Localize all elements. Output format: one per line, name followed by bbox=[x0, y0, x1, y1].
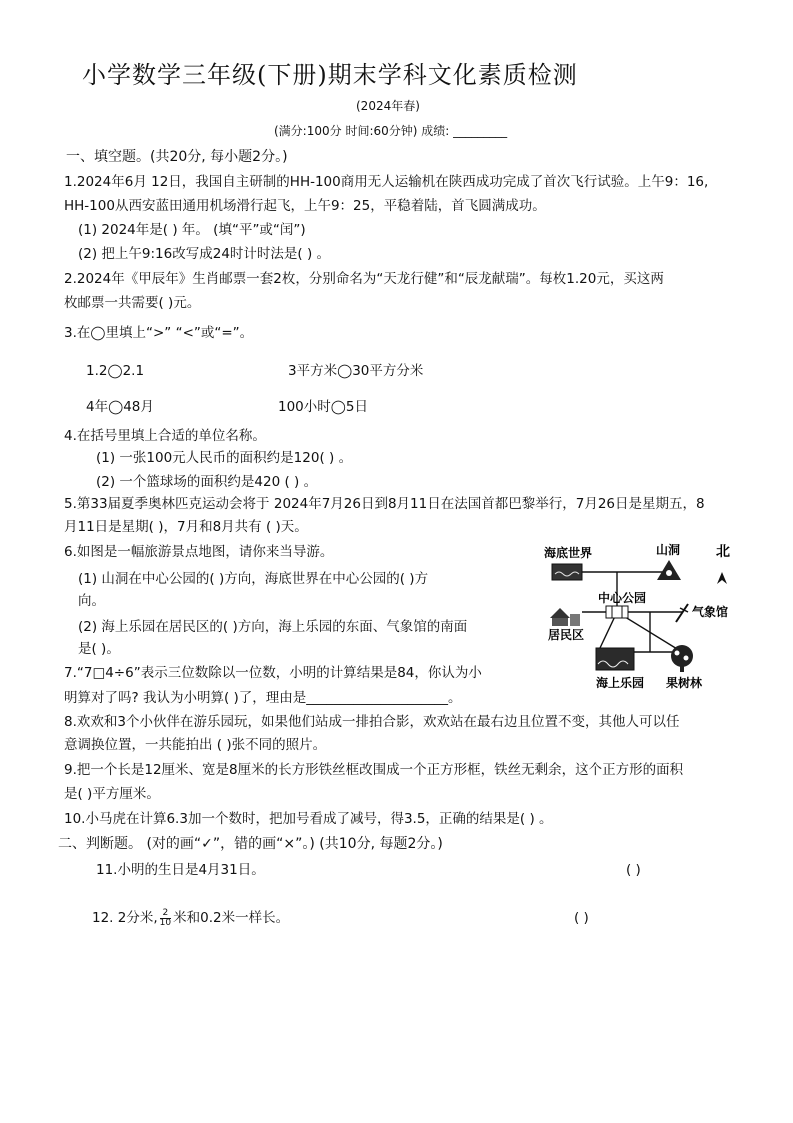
map-label-cave: 山洞 bbox=[656, 543, 681, 557]
q1-part-a: (1) 2024年是( ) 年。 (填“平”或“闰”) bbox=[78, 222, 306, 238]
page-title: 小学数学三年级(下册)期末学科文化素质检测 bbox=[82, 61, 578, 89]
north-arrow-icon bbox=[717, 572, 727, 584]
q7-line1: 7.“7□4÷6”表示三位数除以一位数，小明的计算结果是84，你认为小 bbox=[64, 665, 482, 681]
q9-line1: 9.把一个长是12厘米、宽是8厘米的长方形铁丝框改围成一个正方形框，铁丝无剩余，这个正方形的面积 bbox=[64, 762, 684, 778]
q11-text: 11.小明的生日是4月31日。 bbox=[96, 862, 265, 878]
q6-part-b-line1: (2) 海上乐园在居民区的( )方向，海上乐园的东面、气象馆的南面 bbox=[78, 619, 468, 635]
map-label-orchard: 果树林 bbox=[666, 676, 703, 690]
q4-part-b: (2) 一个篮球场的面积约是420 ( ) 。 bbox=[96, 474, 318, 490]
map-label-ocean: 海底世界 bbox=[544, 546, 593, 560]
q5-line1: 5.第33届夏季奥林匹克运动会将于 2024年7月26日到8月11日在法国首都巴黎举行，7月26日是星期五，8 bbox=[64, 496, 705, 512]
park-icon bbox=[606, 606, 628, 618]
section2-heading: 二、判断题。 (对的画“✓”，错的画“×”。) (共10分, 每题2分。) bbox=[58, 836, 443, 852]
q12-pre: 12. 2分米, bbox=[92, 910, 158, 926]
q6-part-a-line2: 向。 bbox=[78, 593, 105, 609]
q7-line2: 明算对了吗? 我认为小明算( )了，理由是_____________________。 bbox=[64, 690, 462, 706]
q12-fraction-denominator: 10 bbox=[159, 917, 172, 928]
fruit-icon bbox=[675, 651, 680, 656]
fruit-icon-2 bbox=[684, 656, 689, 661]
q12-fraction bbox=[160, 909, 171, 928]
residential-icon bbox=[552, 618, 568, 626]
ocean-world-icon bbox=[552, 564, 582, 580]
q3-item-3: 4年◯48月 bbox=[86, 399, 154, 415]
map-label-north: 北 bbox=[716, 544, 730, 560]
term-label: (2024年春) bbox=[356, 99, 420, 113]
map-label-sea-park: 海上乐园 bbox=[596, 676, 645, 690]
q12-fraction-numerator: 2 bbox=[160, 909, 171, 919]
map-label-residential: 居民区 bbox=[548, 628, 585, 642]
residential-building-icon bbox=[570, 614, 580, 626]
q8-line1: 8.欢欢和3个小伙伴在游乐园玩，如果他们站成一排拍合影，欢欢站在最右边且位置不变，其他人可以任 bbox=[64, 714, 680, 730]
q5-line2: 月11日是星期( )，7月和8月共有 ( )天。 bbox=[64, 519, 308, 535]
q1-line2: HH-100从西安蓝田通用机场滑行起飞，上午9：25，平稳着陆，首飞圆满成功。 bbox=[64, 198, 546, 214]
q12-text bbox=[92, 906, 289, 930]
q8-line2: 意调换位置，一共能拍出 ( )张不同的照片。 bbox=[64, 737, 327, 753]
q10: 10.小马虎在计算6.3加一个数时，把加号看成了减号，得3.5，正确的结果是( ) 。 bbox=[64, 811, 553, 827]
q12-post: 米和0.2米一样长。 bbox=[173, 910, 290, 926]
q2-line2: 枚邮票一共需要( )元。 bbox=[64, 295, 201, 311]
q6-stem: 6.如图是一幅旅游景点地图，请你来当导游。 bbox=[64, 544, 334, 560]
q3-stem: 3.在◯里填上“>” “<”或“=”。 bbox=[64, 325, 254, 341]
cave-opening-icon bbox=[666, 570, 672, 576]
q9-line2: 是( )平方厘米。 bbox=[64, 786, 160, 802]
section1-heading: 一、填空题。(共20分, 每小题2分。) bbox=[66, 149, 288, 165]
weather-station-icon bbox=[676, 604, 688, 622]
q6-part-a-line1: (1) 山洞在中心公园的( )方向，海底世界在中心公园的( )方 bbox=[78, 571, 429, 587]
q1-part-b: (2) 把上午9:16改写成24时计时法是( ) 。 bbox=[78, 246, 331, 262]
orchard-tree-icon bbox=[671, 645, 693, 667]
q12-answer-bracket: ( ) bbox=[574, 910, 589, 926]
q3-item-2: 3平方米◯30平方分米 bbox=[288, 363, 424, 379]
orchard-trunk-icon bbox=[680, 666, 684, 672]
exam-meta: (满分:100分 时间:60分钟) 成绩: _________ bbox=[274, 124, 508, 138]
residential-roof-icon bbox=[550, 608, 570, 618]
tourist-map bbox=[542, 540, 762, 700]
q11-answer-bracket: ( ) bbox=[626, 862, 641, 878]
q4-part-a: (1) 一张100元人民币的面积约是120( ) 。 bbox=[96, 450, 353, 466]
q4-stem: 4.在括号里填上合适的单位名称。 bbox=[64, 428, 266, 444]
map-label-weather: 气象馆 bbox=[692, 605, 729, 619]
map-label-park: 中心公园 bbox=[598, 591, 647, 605]
q3-item-1: 1.2◯2.1 bbox=[86, 363, 145, 379]
q3-item-4: 100小时◯5日 bbox=[278, 399, 368, 415]
q1-line1: 1.2024年6月 12日，我国自主研制的HH-100商用无人运输机在陕西成功完成了首次飞行试验。上午9：16, bbox=[64, 174, 709, 190]
q2-line1: 2.2024年《甲辰年》生肖邮票一套2枚，分别命名为“天龙行健”和“辰龙献瑞”。每枚1.20元，买这两 bbox=[64, 271, 664, 287]
q6-part-b-line2: 是( )。 bbox=[78, 641, 120, 657]
